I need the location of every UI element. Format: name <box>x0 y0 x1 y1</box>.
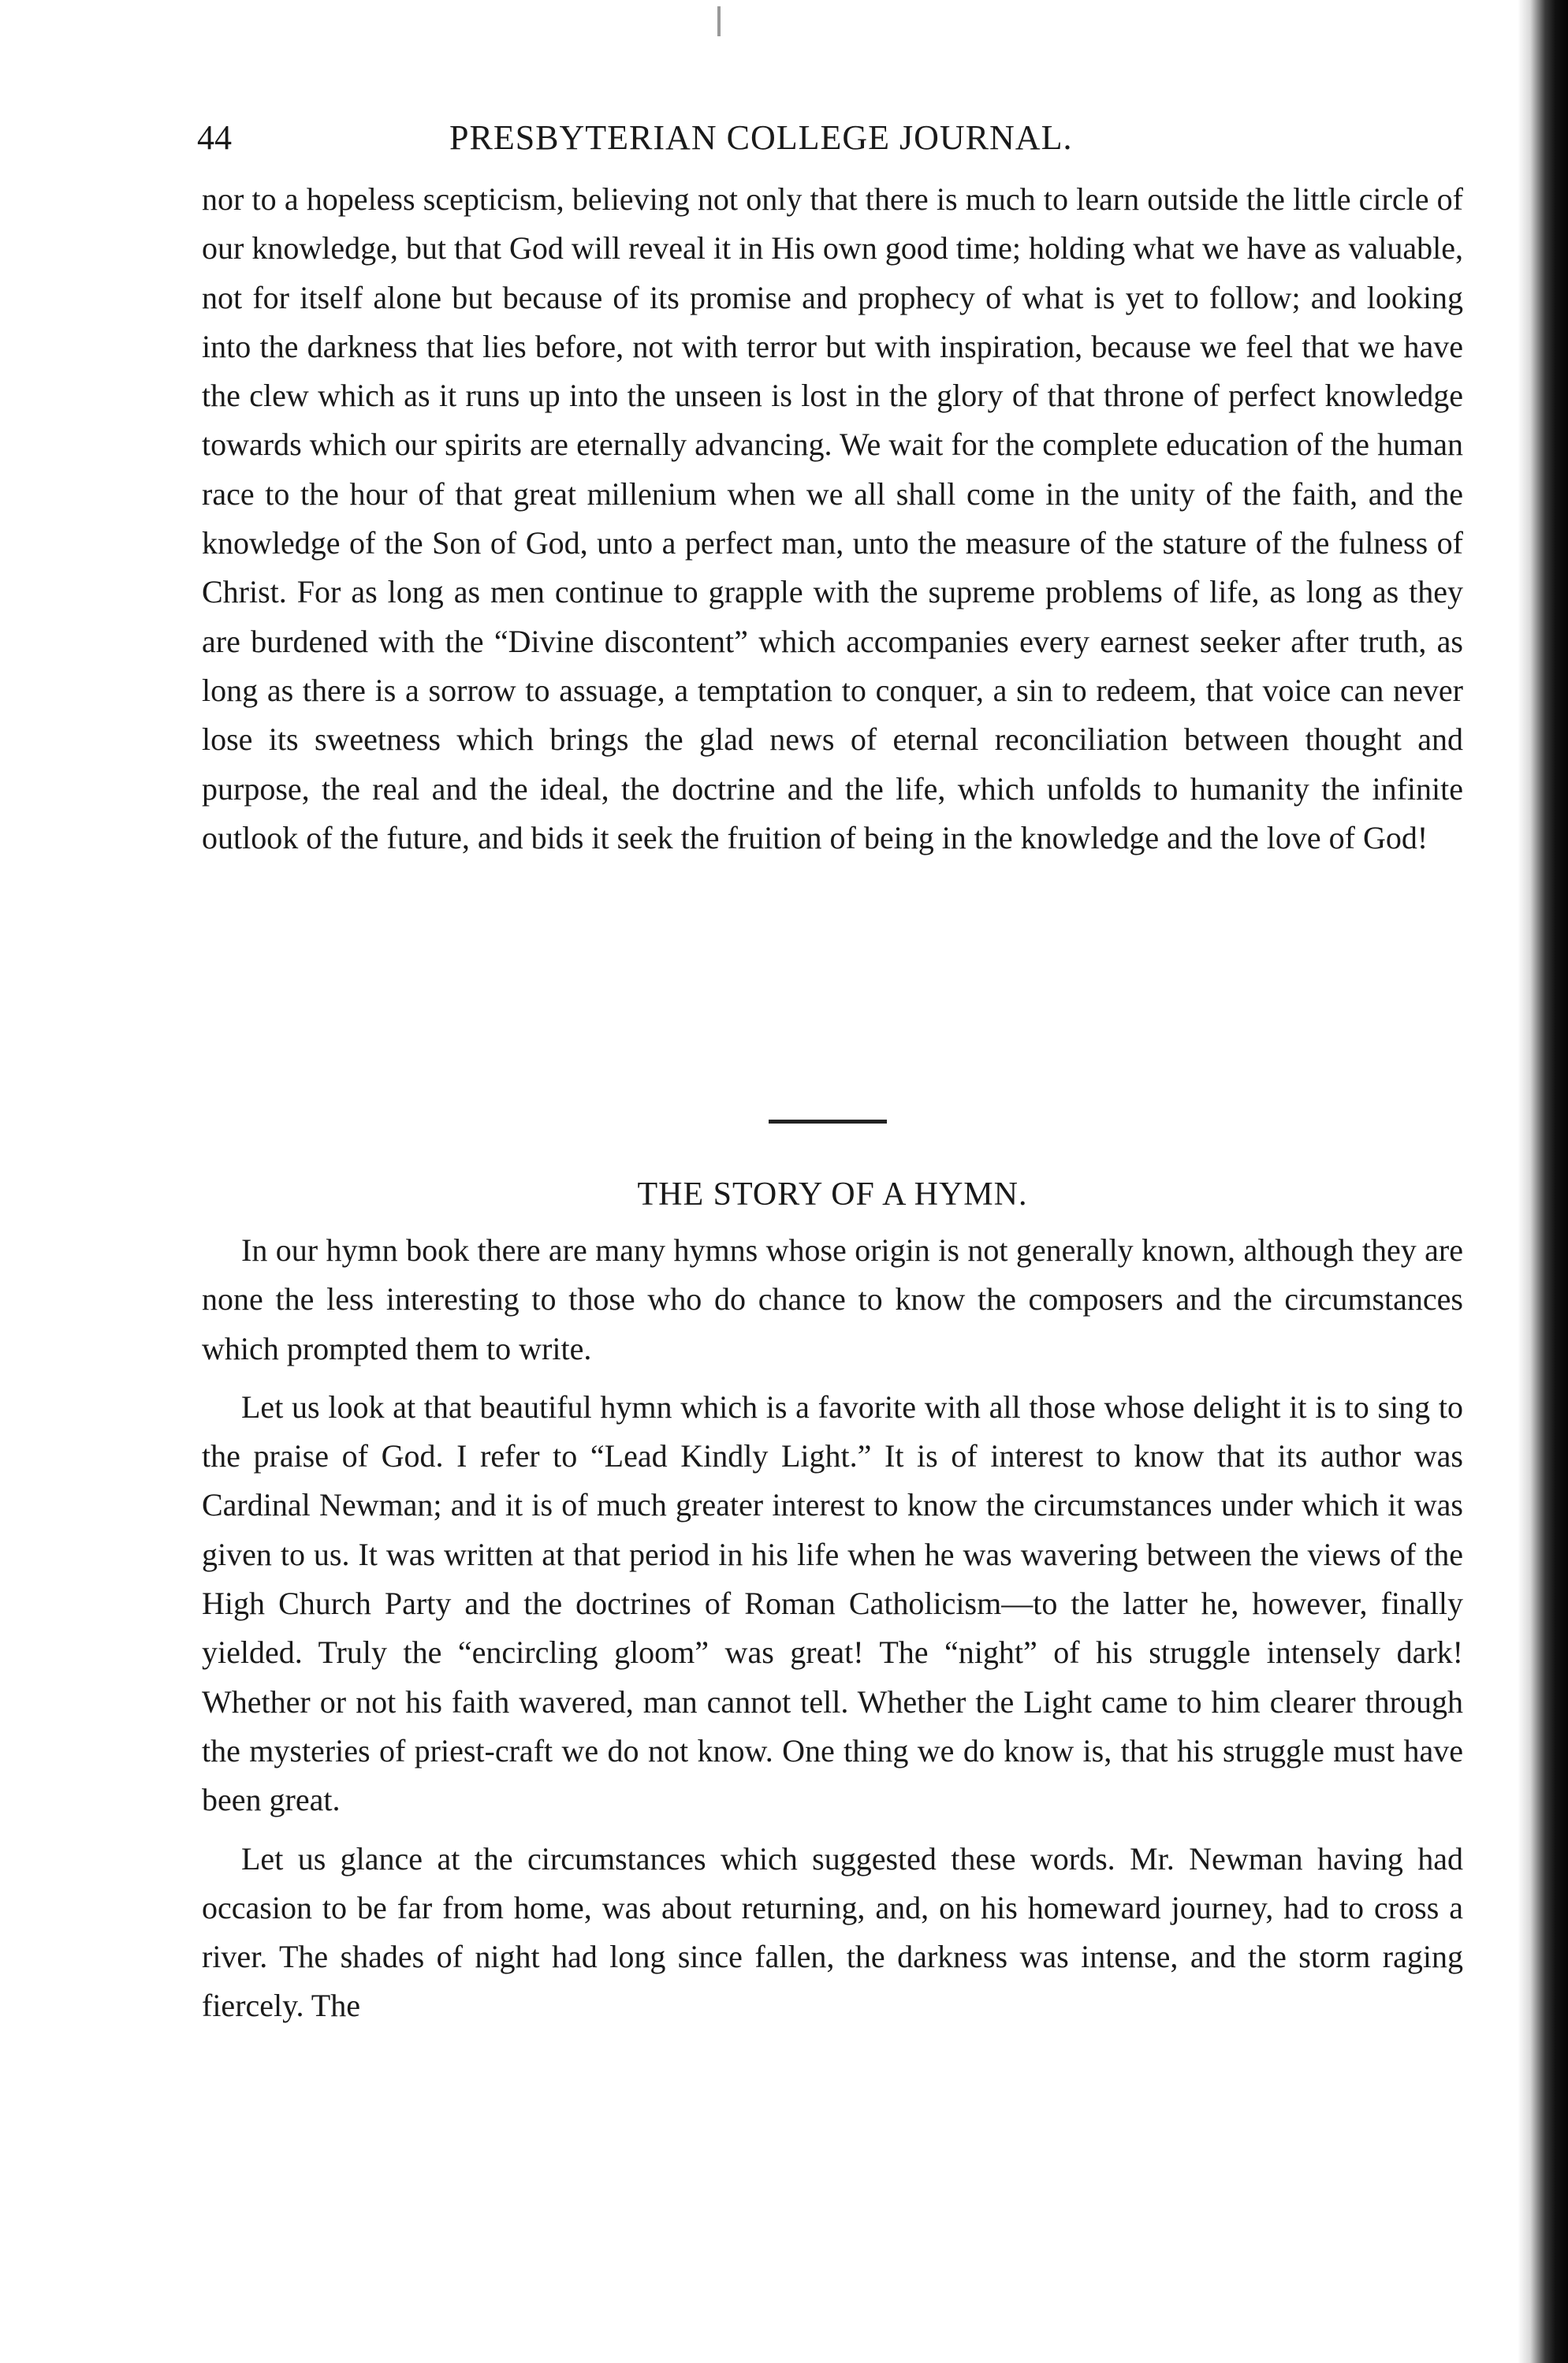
paragraph: Let us glance at the circumstances which suggested these words. Mr. Newman having had occasion to be far from home, was about returning, and, on his homeward journey, had to cross a river. The shades of night had long since fallen, the darkness was intense, and the storm raging fiercely. The <box>202 1840 1463 2024</box>
paragraph: Let us look at that beautiful hymn which is a favorite with all those whose delight it is to sing to the praise of God. I refer to “Lead Kindly Light.” It is of interest to know that its author was Cardinal Newman; and it is of much greater interest to know the circumstances under which it was given to us. It was written at that period in his life when he was wavering between the views of the High Church Party and the doctrines of Roman Catholicism—to the latter he, however, finally yielded. Truly the “encircling gloom” was great! The “night” of his struggle intensely dark! Whether or not his faith wavered, man cannot tell. Whether the Light came to him clearer through the mysteries of priest-craft we do not know. One thing we do know is, that his struggle must have been great. <box>202 1388 1463 1818</box>
article-body <box>202 1226 1463 2041</box>
article-title: THE STORY OF A HYMN. <box>637 1176 1028 1213</box>
running-head <box>197 110 1238 166</box>
page-edge-shadow <box>1518 0 1568 2363</box>
page-number: 44 <box>197 118 232 157</box>
paragraph: nor to a hopeless scepticism, believing not only that there is much to learn outside the little circle of our knowledge, but that God will reveal it in His own good time; holding what we have as valuable, not for itself alone but because of its promise and prophecy of what is yet to follow; and looking into the darkness that lies before, not with terror but with inspiration, because we feel that we have the clew which as it runs up into the unseen is lost in the glory of that throne of perfect knowledge towards which our spirits are eternally advancing. We wait for the complete education of the human race to the hour of that great millenium when we all shall come in the unity of the faith, and the knowledge of the Son of God, unto a perfect man, unto the measure of the stature of the fulness of Christ. For as long as men continue to grapple with the supreme problems of life, as long as they are burdened with the “Divine discontent” which accompanies every earnest seeker after truth, as long as there is a sorrow to assuage, a temptation to conquer, a sin to redeem, that voice can never lose its sweetness which brings the glad news of eternal reconciliation between thought and purpose, the real and the ideal, the doctrine and the life, which unfolds to humanity the infinite outlook of the future, and bids it seek the fruition of being in the knowledge and the love of God! <box>202 181 1463 855</box>
previous-article-ending <box>202 175 1463 863</box>
scan-mark <box>717 6 721 36</box>
paragraph: In our hymn book there are many hymns whose origin is not generally known, although they are none the less interesting to those who do chance to know the composers and the circumstances which prompted them to write. <box>202 1232 1463 1366</box>
section-divider <box>769 1120 887 1124</box>
journal-title: PRESBYTERIAN COLLEGE JOURNAL. <box>449 118 1073 157</box>
